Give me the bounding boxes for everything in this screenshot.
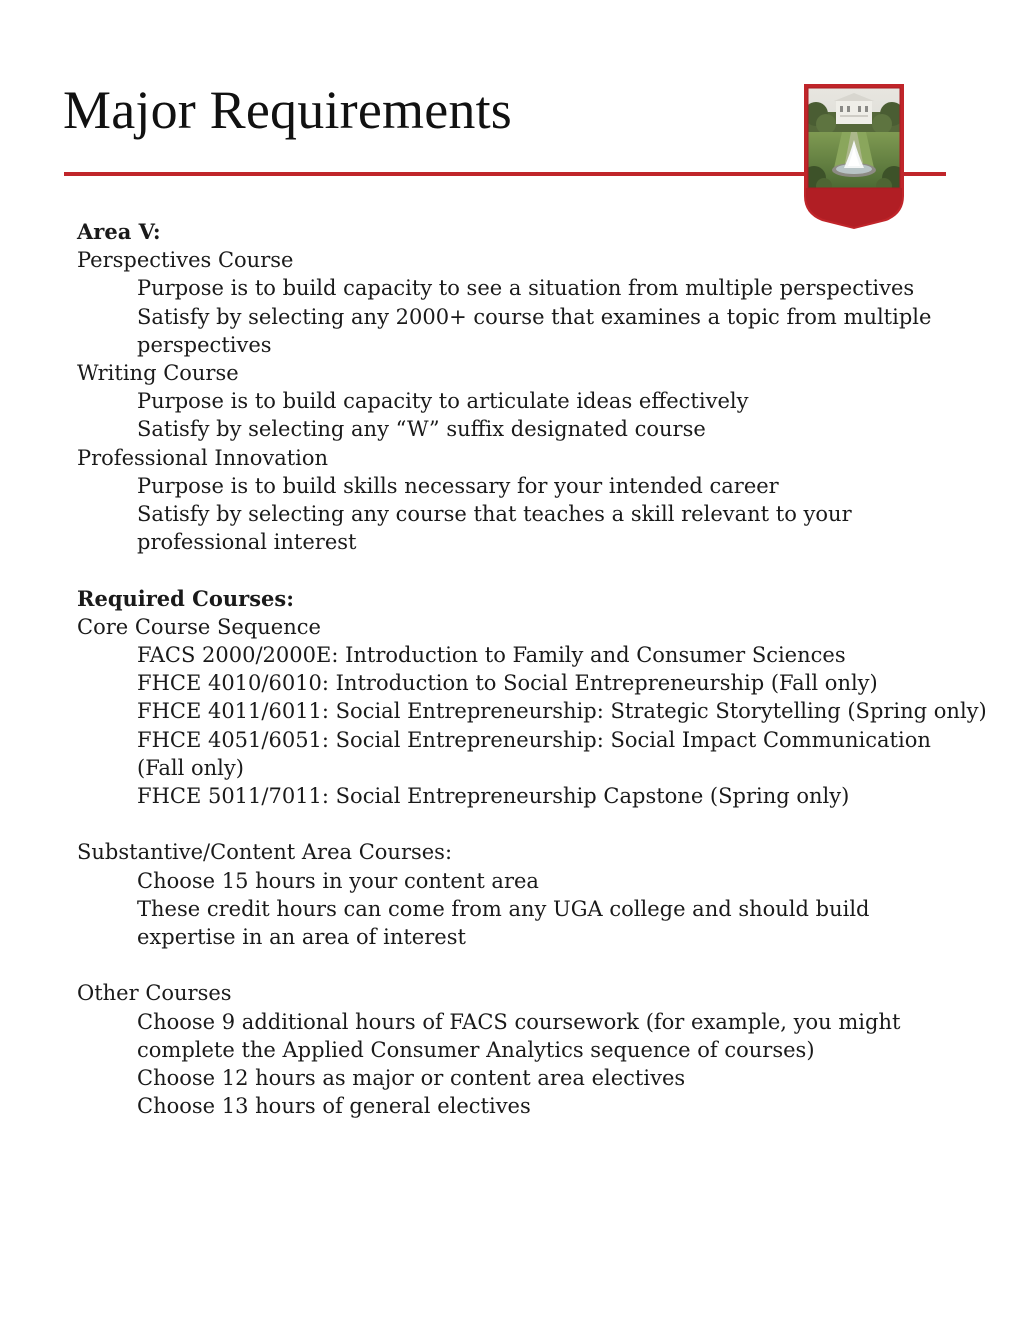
other-courses-label: Other Courses xyxy=(77,981,232,1006)
spacer xyxy=(77,556,977,584)
page-title: Major Requirements xyxy=(63,80,512,140)
perspectives-satisfy: Satisfy by selecting any 2000+ course that examines a topic from multiple perspectives xyxy=(137,304,932,357)
perspectives-course-label: Perspectives Course xyxy=(77,248,294,273)
professional-innovation-satisfy: Satisfy by selecting any course that teaches a skill relevant to your professional interest xyxy=(137,502,852,555)
writing-purpose: Purpose is to build capacity to articulate ideas effectively xyxy=(137,389,749,414)
core-course-item: FACS 2000/2000E: Introduction to Family and Consumer Sciences xyxy=(137,643,846,668)
professional-innovation-purpose: Purpose is to build skills necessary for your intended career xyxy=(137,473,779,498)
writing-satisfy: Satisfy by selecting any “W” suffix designated course xyxy=(137,417,706,442)
core-sequence-label: Core Course Sequence xyxy=(77,614,321,639)
core-course-item: FHCE 4051/6051: Social Entrepreneurship: Social Impact Communication (Fall only) xyxy=(137,727,931,780)
other-course-item: Choose 13 hours of general electives xyxy=(137,1094,531,1119)
core-course-item: FHCE 4011/6011: Social Entrepreneurship: Strategic Storytelling (Spring only) xyxy=(137,699,987,724)
other-course-item: Choose 12 hours as major or content area electives xyxy=(137,1066,686,1091)
campus-photo-shield-icon xyxy=(804,84,904,230)
other-course-item: Choose 9 additional hours of FACS coursework (for example, you might complete the Applied Consumer Analytics sequence of courses) xyxy=(137,1009,901,1062)
content-area-label: Substantive/Content Area Courses: xyxy=(77,840,453,865)
spacer xyxy=(77,951,977,979)
area-v-heading: Area V: xyxy=(77,219,161,244)
writing-course-label: Writing Course xyxy=(77,361,239,386)
spacer xyxy=(77,810,977,838)
content-area-item: These credit hours can come from any UGA college and should build expertise in an area of interest xyxy=(137,896,870,950)
perspectives-purpose: Purpose is to build capacity to see a situation from multiple perspectives xyxy=(137,276,915,301)
content-area-item: Choose 15 hours in your content area xyxy=(137,868,539,893)
core-course-item: FHCE 4010/6010: Introduction to Social Entrepreneurship (Fall only) xyxy=(137,671,878,696)
required-courses-heading: Required Courses: xyxy=(77,585,294,611)
requirements-content xyxy=(77,218,987,1120)
core-course-item: FHCE 5011/7011: Social Entrepreneurship Capstone (Spring only) xyxy=(137,784,850,809)
professional-innovation-label: Professional Innovation xyxy=(77,445,329,470)
